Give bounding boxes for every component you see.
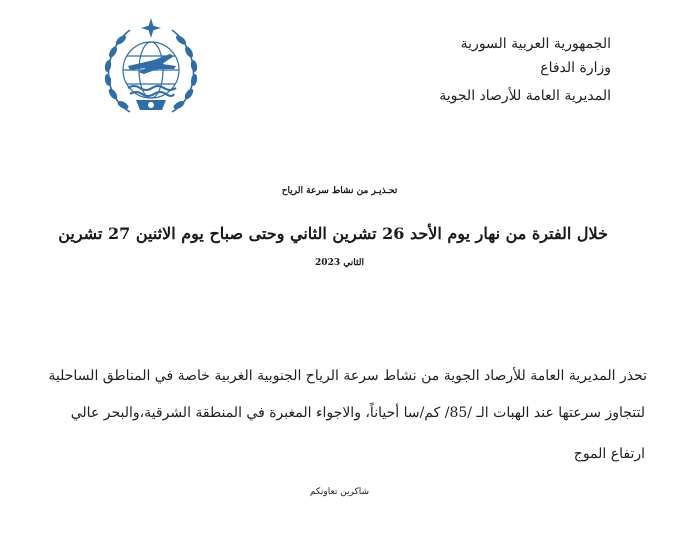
body-line-2: لتتجاوز سرعتها عند الهبات الـ /85/ كم/سا أحياناً، والاجواء المغبرة في المنطقة الشرقية،والبحر عالي — [70, 405, 645, 421]
header-republic: الجمهورية العربية السورية — [460, 36, 611, 52]
meteorology-emblem-icon — [96, 14, 206, 122]
closing-note: شاكرين تعاونكم — [309, 487, 370, 497]
warning-period-line-2: الثاني 2023 — [315, 258, 364, 268]
header-directorate: المديرية العامة للأرصاد الجوية — [439, 88, 611, 104]
header-ministry: وزارة الدفاع — [540, 60, 611, 76]
body-line-3: ارتفاع الموج — [573, 446, 645, 462]
warning-title: تحـذيـر من نشاط سرعة الرياح — [281, 186, 398, 196]
warning-period-line-1: خلال الفترة من نهار يوم الأحد 26 تشرين الثاني وحتى صباح يوم الاثنين 27 تشرين — [58, 224, 608, 243]
body-line-1: تحذر المديرية العامة للأرصاد الجوية من نشاط سرعة الرياح الجنوبية الغربية خاصة في المناطق الساحلية — [48, 368, 647, 384]
